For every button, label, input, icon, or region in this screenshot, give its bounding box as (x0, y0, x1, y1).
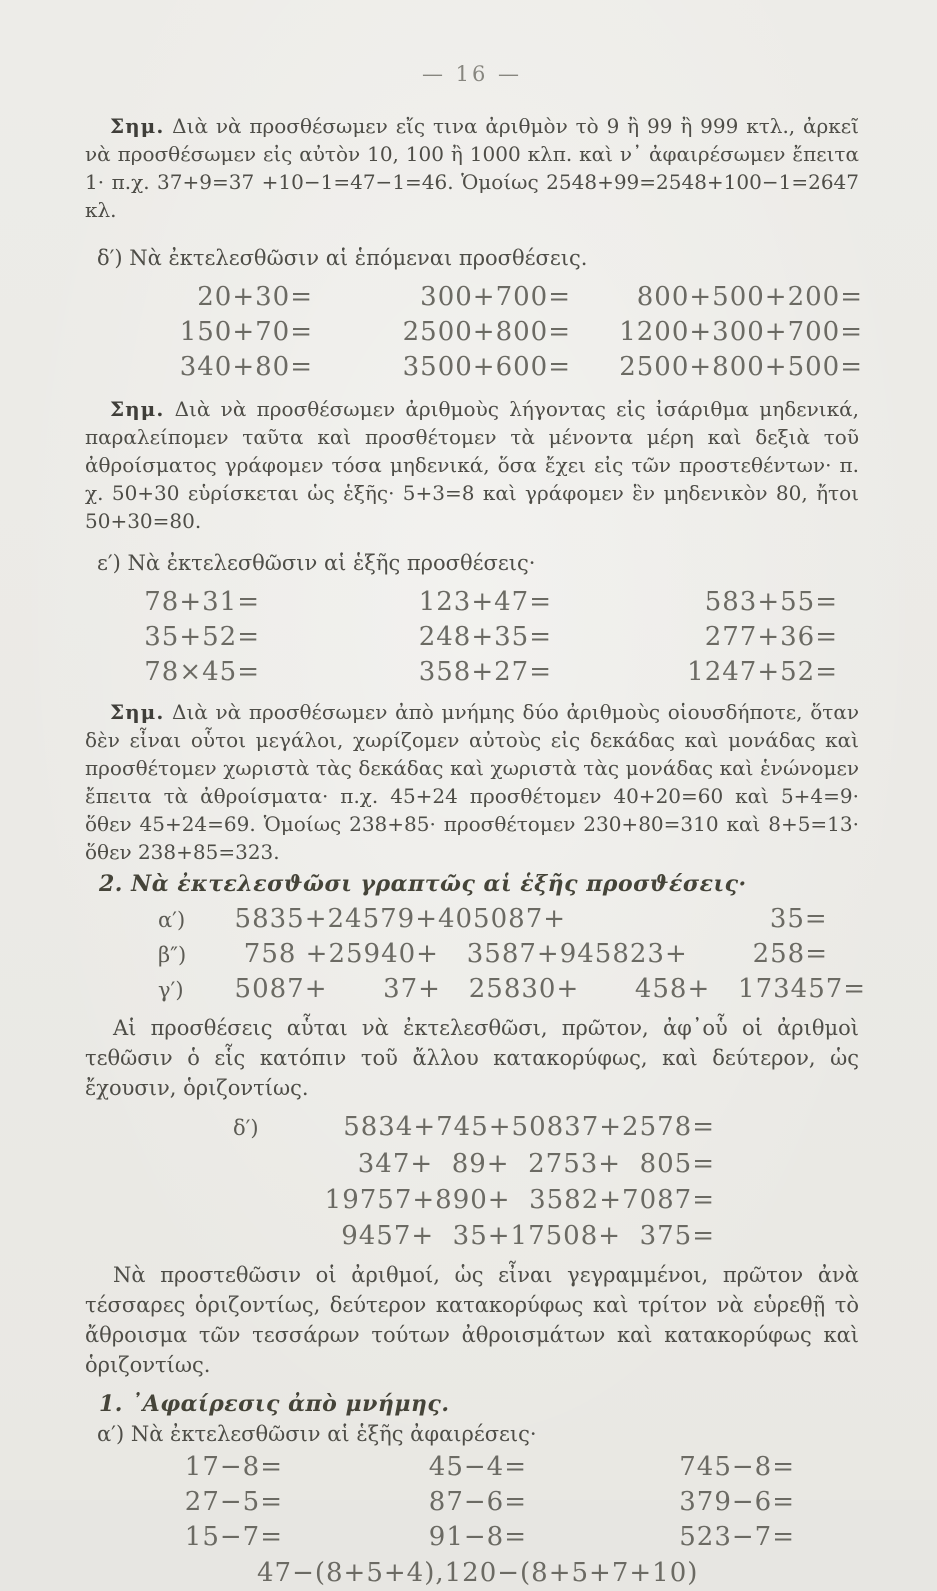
exercise-cell: 277+36= (704, 622, 838, 652)
note-paragraph-1 (85, 112, 859, 224)
problem-expression: 758 +25940+ 3587+945823+ 258= (216, 939, 829, 969)
note-label: Σημ. (110, 397, 165, 421)
exercise-grid-d (85, 280, 863, 385)
exercise-cell: 123+47= (418, 587, 552, 617)
final-expression-line: 47−(8+5+4),120−(8+5+7+10) (257, 1558, 699, 1588)
vertical-row (233, 1146, 859, 1182)
subtraction-heading: 1. ᾿Αφαίρεσις ἀπὸ μνήμης. (99, 1391, 450, 1417)
problem-label: β″) (158, 943, 187, 967)
exercise-cell: 583+55= (704, 587, 838, 617)
problem-expression: 5835+24579+405087+ 35= (216, 904, 828, 934)
exercise-cell: 248+35= (418, 622, 552, 652)
problem-row (158, 902, 859, 937)
exercise-cell: 15−7= (184, 1522, 283, 1552)
note-paragraph-2 (85, 395, 859, 535)
exercise-cell: 87−6= (428, 1487, 527, 1517)
exercise-grid-subtraction (85, 1450, 859, 1555)
problem-label: γ′) (158, 978, 184, 1002)
exercise-grid-e (85, 585, 859, 690)
note-text: Διὰ νὰ προσθέσωμεν ἀπὸ μνήμης δύο ἀριθμοὺς οἱουσδήποτε, ὅταν δὲν εἶναι οὗτοι μεγάλοι, χωρίζομεν αὐτοὺς εἰς δεκάδας καὶ μονάδας καὶ προσθέτομεν χωριστὰ τὰς δεκάδας καὶ χωριστὰ τὰς μονάδας καὶ ἑνώνομεν ἔπειτα τὰ ἀθροίσματα· π.χ. 45+24 προσθέτομεν 40+20=60 καὶ 5+4=9· ὅθεν 45+24=69. Ὁμοίως 238+85· προσθέτομεν 230+80=310 καὶ 8+5=13· ὅθεν 238+85=323. (85, 700, 859, 864)
exercise-cell: 91−8= (428, 1522, 527, 1552)
exercise-cell: 20+30= (197, 282, 313, 312)
problem-expression: 5087+ 37+ 25830+ 458+ 173457= (216, 974, 867, 1004)
exercise-cell: 300+700= (420, 282, 571, 312)
written-addition-heading: 2. Νὰ ἐκτελεσϑῶσι γραπτῶς αἱ ἑξῆς προσϑέσεις· (99, 871, 747, 897)
note-paragraph-3 (85, 698, 859, 866)
note-text: Διὰ νὰ προσθέσωμεν εἴς τινα ἀριθμὸν τὸ 9 ἢ 99 ἢ 999 κτλ., ἀρκεῖ νὰ προσθέσωμεν εἰς αὐτὸν 10, 100 ἢ 1000 κλπ. καὶ ν᾽ ἀφαιρέσωμεν ἔπειτα 1· π.χ. 37+9=37 +10−1=47−1=46. Ὁμοίως 2548+99=2548+100−1=2647 κλ. (85, 114, 859, 222)
exercise-cell: 358+27= (418, 657, 552, 687)
exercise-cell: 2500+800+500= (619, 352, 863, 382)
exercise-cell: 27−5= (184, 1487, 283, 1517)
exercise-cell: 523−7= (679, 1522, 795, 1552)
instruction-paragraph-2: Νὰ προστεθῶσιν οἱ ἀριθμοί, ὡς εἶναι γεγραμμένοι, πρῶτον ἀνὰ τέσσαρες ὁριζοντίως, δεύτερον κατακορύφως καὶ τρίτον νὰ εὑρεθῇ τὸ ἄθροισμα τῶν τεσσάρων τούτων ἀθροισμάτων καὶ κατακορύφως καὶ ὁριζοντίως. (85, 1263, 859, 1377)
subtraction-subheading: α′) Νὰ ἐκτελεσθῶσιν αἱ ἑξῆς ἀφαιρέσεις· (97, 1422, 537, 1446)
exercise-cell: 800+500+200= (636, 282, 863, 312)
exercise-cell: 745−8= (679, 1452, 795, 1482)
problem-row (158, 937, 859, 972)
exercise-cell: 3500+600= (402, 352, 571, 382)
note-text: Διὰ νὰ προσθέσωμεν ἀριθμοὺς λήγοντας εἰς ἰσάριθμα μηδενικά, παραλείπομεν ταῦτα καὶ προσθέτομεν τὰ μένοντα μέρη καὶ δεξιὰ τοῦ ἀθροίσματος γράφομεν τόσα μηδενικά, ὅσα ἔχει εἰς τῶν προστεθέντων· π. χ. 50+30 εὑρίσκεται ὡς ἑξῆς· 5+3=8 καὶ γράφομεν ἓν μηδενικὸν 80, ἤτοι 50+30=80. (85, 397, 859, 533)
vertical-expression: 9457+ 35+17508+ 375= (341, 1221, 715, 1251)
exercise-d-heading: δ′) Νὰ ἐκτελεσθῶσιν αἱ ἑπόμεναι προσθέσεις. (97, 246, 588, 270)
exercise-cell: 35+52= (144, 622, 260, 652)
instruction-paragraph-1: Αἱ προσθέσεις αὗται νὰ ἐκτελεσθῶσι, πρῶτον, ἀφ᾽οὗ οἱ ἀριθμοὶ τεθῶσιν ὁ εἷς κατόπιν τοῦ ἄλλου κατακορύφως, καὶ δεύτερον, ὡς ἔχουσιν, ὁριζοντίως. (85, 1016, 859, 1100)
vertical-row (233, 1182, 859, 1218)
vertical-expression: 5834+745+50837+2578= (343, 1112, 715, 1142)
exercise-cell: 1247+52= (687, 657, 838, 687)
exercise-cell: 2500+800= (402, 317, 571, 347)
note-label: Σημ. (110, 114, 165, 138)
vertical-row (233, 1109, 859, 1146)
page-number: — 16 — (421, 62, 523, 86)
exercise-cell: 150+70= (179, 317, 313, 347)
exercise-cell: 340+80= (179, 352, 313, 382)
note-label: Σημ. (110, 700, 165, 724)
vertical-addition-block (233, 1109, 859, 1254)
exercise-e-heading: ε′) Νὰ ἐκτελεσθῶσιν αἱ ἑξῆς προσθέσεις· (97, 551, 536, 575)
vertical-expression: 347+ 89+ 2753+ 805= (357, 1149, 715, 1179)
vertical-label: δ′) (233, 1116, 259, 1140)
exercise-cell: 78+31= (144, 587, 260, 617)
written-addition-problems (158, 902, 867, 1007)
exercise-cell: 78×45= (144, 657, 260, 687)
vertical-row (233, 1218, 859, 1254)
problem-label: α′) (158, 908, 186, 932)
exercise-cell: 17−8= (184, 1452, 283, 1482)
problem-row (158, 972, 867, 1007)
exercise-cell: 379−6= (679, 1487, 795, 1517)
exercise-cell: 45−4= (428, 1452, 527, 1482)
vertical-expression: 19757+890+ 3582+7087= (324, 1185, 715, 1215)
exercise-cell: 1200+300+700= (619, 317, 863, 347)
